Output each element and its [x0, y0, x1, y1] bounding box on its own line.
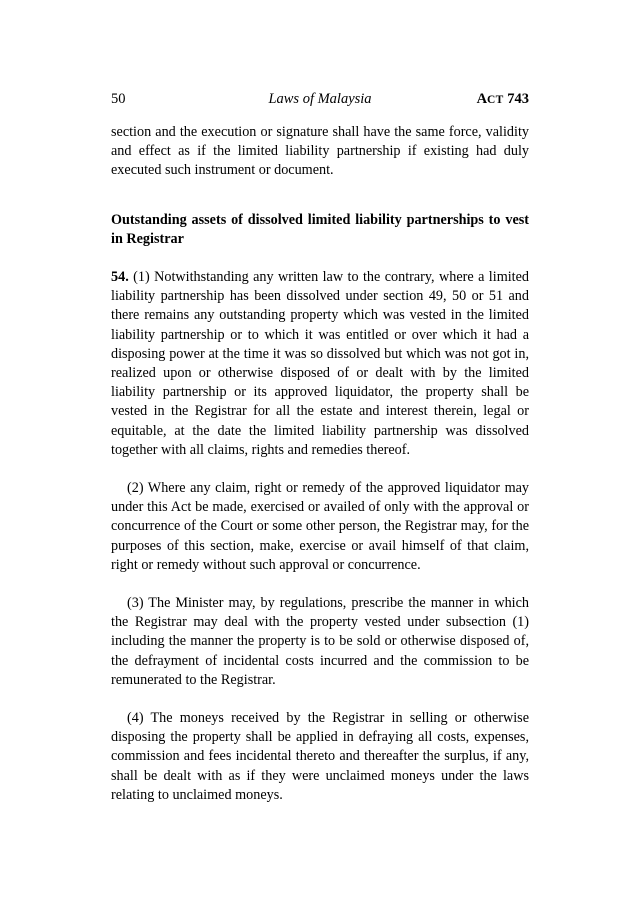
subsection-4: (4) The moneys received by the Registrar in selling or otherwise disposing the property shall be applied in defraying all costs, expenses, commission and fees incidental thereto and thereafter the surplus, if any, shall be dealt with as if they were unclaimed moneys under the laws relating to unclaimed moneys.	[111, 710, 529, 803]
act-number-value: 743	[503, 91, 529, 107]
running-title: Laws of Malaysia	[268, 91, 372, 107]
subsection-1-text: (1) Notwithstanding any written law to the contrary, where a limited liability partnership has been dissolved under section 49, 50 or 51 and there remains any outstanding property which was vested in the limited liability partnership or to which it was entitled or over which it had a disposing power at the time it was so dissolved but which was not got in, realized upon or otherwise disposed of or dealt with by the limited liability partnership or its approved liquidator, the property shall be vested in the Registrar for all the estate and interest therein, legal or equitable, at the date the limited liability partnership was dissolved together with all claims, rights and remedies thereof.	[111, 269, 530, 458]
act-prefix-smallcaps: CT	[487, 94, 504, 106]
subsection-3: (3) The Minister may, by regulations, prescribe the manner in which the Registrar may deal with the property vested under subsection (1) including the manner the property is to be sold or otherwise disposed of, the defrayment of incidental costs incurred and the commission to be remunerated to the Registrar.	[111, 595, 529, 688]
section-heading: Outstanding assets of dissolved limited liability partnerships to vest in Registrar	[111, 211, 529, 247]
section-number: 54.	[111, 269, 129, 286]
act-number	[477, 88, 529, 111]
running-header	[111, 88, 529, 110]
intro-paragraph: section and the execution or signature shall have the same force, validity and effect as if the limited liability partnership if existing had duly executed such instrument or document.	[111, 124, 529, 179]
subsection-2: (2) Where any claim, right or remedy of the approved liquidator may under this Act be made, exercised or availed of only with the approval or concurrence of the Court or some other person, the Registrar may, for the purposes of this section, make, exercise or avail himself of that claim, right or remedy without such approval or concurrence.	[111, 480, 529, 573]
page-number: 50	[111, 91, 126, 107]
document-page	[111, 88, 529, 805]
act-prefix-initial: A	[476, 91, 488, 107]
subsection-1	[111, 268, 529, 460]
